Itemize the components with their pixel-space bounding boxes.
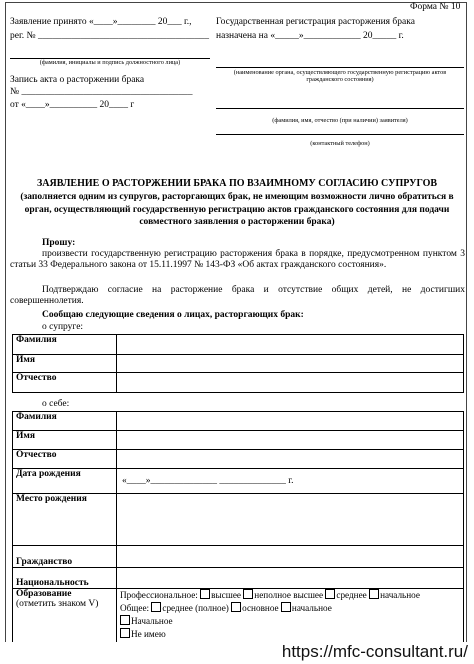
table-row: [13, 431, 464, 450]
spouse-name-field[interactable]: [117, 355, 464, 373]
spouse-patronymic-field[interactable]: [117, 373, 464, 393]
form-number: Форма № 10: [410, 2, 461, 12]
checkbox-primary-general[interactable]: [281, 602, 291, 612]
checkbox-primary[interactable]: [369, 589, 379, 599]
applicant-line: [216, 108, 464, 109]
spouse-surname-label: Фамилия: [13, 335, 117, 355]
option-primary: начальное: [380, 590, 420, 600]
education-label: Образование: [16, 589, 72, 599]
education-none-row: [120, 628, 463, 641]
spouse-table: [12, 334, 464, 393]
record-number-line: № ____________________________________: [10, 87, 193, 97]
checkbox-higher[interactable]: [200, 589, 210, 599]
checkbox-secondary-full[interactable]: [151, 602, 161, 612]
reg-number-line: рег. № ____________________________________: [10, 31, 209, 41]
self-table: [12, 411, 464, 649]
checkbox-incomplete-higher[interactable]: [243, 589, 253, 599]
option-none: Не имею: [131, 629, 166, 639]
self-birthdate-field[interactable]: [117, 469, 464, 494]
education-prof-row: [120, 589, 463, 602]
option-secondary-full: среднее (полное): [162, 603, 229, 613]
self-birthplace-label: Место рождения: [13, 494, 117, 546]
education-general-label: Общее:: [120, 603, 150, 613]
footer-url[interactable]: https://mfc-consultant.ru/: [281, 642, 468, 661]
spouse-name-label: Имя: [13, 355, 117, 373]
self-education-label: [13, 589, 117, 649]
registration-line-2: назначена на «_____»____________ 20_____ г.: [216, 31, 404, 41]
ask-label: Прошу:: [42, 238, 76, 248]
spouse-patronymic-label: Отчество: [13, 373, 117, 393]
option-higher: высшее: [211, 590, 241, 600]
birthdate-placeholder: «____»______________ ______________ г.: [122, 476, 294, 486]
self-label: о себе:: [42, 399, 70, 409]
phone-line: [216, 134, 464, 135]
registration-line-1: Государственная регистрация расторжения брака: [216, 17, 415, 27]
signature-caption: (фамилия, инициалы и подпись должностного лица): [39, 59, 181, 66]
consent-paragraph: Подтверждаю согласие на расторжение брака и отсутствие общих детей, не достигших совершеннолетия.: [10, 285, 465, 306]
self-citizenship-field[interactable]: [117, 546, 464, 568]
option-primary-only: Начальное: [131, 616, 173, 626]
phone-caption: (контактный телефон): [310, 140, 370, 147]
self-nationality-field[interactable]: [117, 568, 464, 589]
request-paragraph: произвести государственную регистрацию расторжения брака в порядке, предусмотренном пунктом 3 статьи 33 Федерального закона от 15.11.1997 № 143-ФЗ «Об актах гражданского состояния».: [10, 249, 465, 270]
table-row: [13, 568, 464, 589]
checkbox-basic[interactable]: [231, 602, 241, 612]
self-birthdate-label: Дата рождения: [13, 469, 117, 494]
checkbox-primary-only[interactable]: [120, 615, 130, 625]
spouse-label: о супруге:: [42, 322, 84, 332]
organ-line: [216, 67, 464, 68]
education-primary-row: [120, 615, 463, 628]
self-surname-field[interactable]: [117, 412, 464, 431]
organ-caption: (наименование органа, осуществляющего государственную регистрацию актов гражданского состояния): [233, 69, 447, 83]
table-row: [13, 355, 464, 373]
self-name-field[interactable]: [117, 431, 464, 450]
checkbox-none[interactable]: [120, 628, 130, 638]
self-birthplace-field[interactable]: [117, 494, 464, 546]
option-primary-general: начальное: [291, 603, 332, 613]
self-nationality-label: Национальность: [13, 568, 117, 589]
education-options: [117, 589, 464, 649]
self-citizenship-label: Гражданство: [13, 546, 117, 568]
form-title: ЗАЯВЛЕНИЕ О РАСТОРЖЕНИИ БРАКА ПО ВЗАИМНОМУ СОГЛАСИЮ СУПРУГОВ: [36, 178, 438, 189]
checkbox-secondary[interactable]: [325, 589, 335, 599]
option-secondary: среднее: [336, 590, 367, 600]
record-date-line: от «____»__________ 20____ г: [10, 100, 135, 110]
table-row: [13, 373, 464, 393]
education-note: (отметить знаком V): [16, 599, 99, 609]
table-row: [13, 589, 464, 649]
self-surname-label: Фамилия: [13, 412, 117, 431]
table-row: [13, 335, 464, 355]
info-heading: Сообщаю следующие сведения о лицах, расторгающих брак:: [42, 310, 304, 320]
footer: [0, 642, 474, 664]
table-row: [13, 494, 464, 546]
table-row: [13, 546, 464, 568]
option-basic: основное: [242, 603, 279, 613]
table-row: [13, 469, 464, 494]
education-prof-label: Профессиональное:: [120, 590, 198, 600]
table-row: [13, 450, 464, 469]
self-patronymic-field[interactable]: [117, 450, 464, 469]
option-incomplete-higher: неполное высшее: [254, 590, 324, 600]
form-subtitle: (заполняется одним из супругов, расторгающих брак, не имеющим возможности лично обратиться в орган, осуществляющий государственную регистрацию актов гражданского состояния для подачи совместного заявления о расторжении брака): [20, 192, 454, 227]
spouse-surname-field[interactable]: [117, 335, 464, 355]
self-patronymic-label: Отчество: [13, 450, 117, 469]
self-name-label: Имя: [13, 431, 117, 450]
accepted-line: Заявление принято «____»________ 20___ г.,: [10, 17, 192, 27]
applicant-caption: (фамилия, имя, отчество (при наличии) заявителя): [272, 117, 408, 124]
record-title: Запись акта о расторжении брака: [10, 75, 145, 85]
table-row: [13, 412, 464, 431]
education-general-row: [120, 602, 463, 615]
